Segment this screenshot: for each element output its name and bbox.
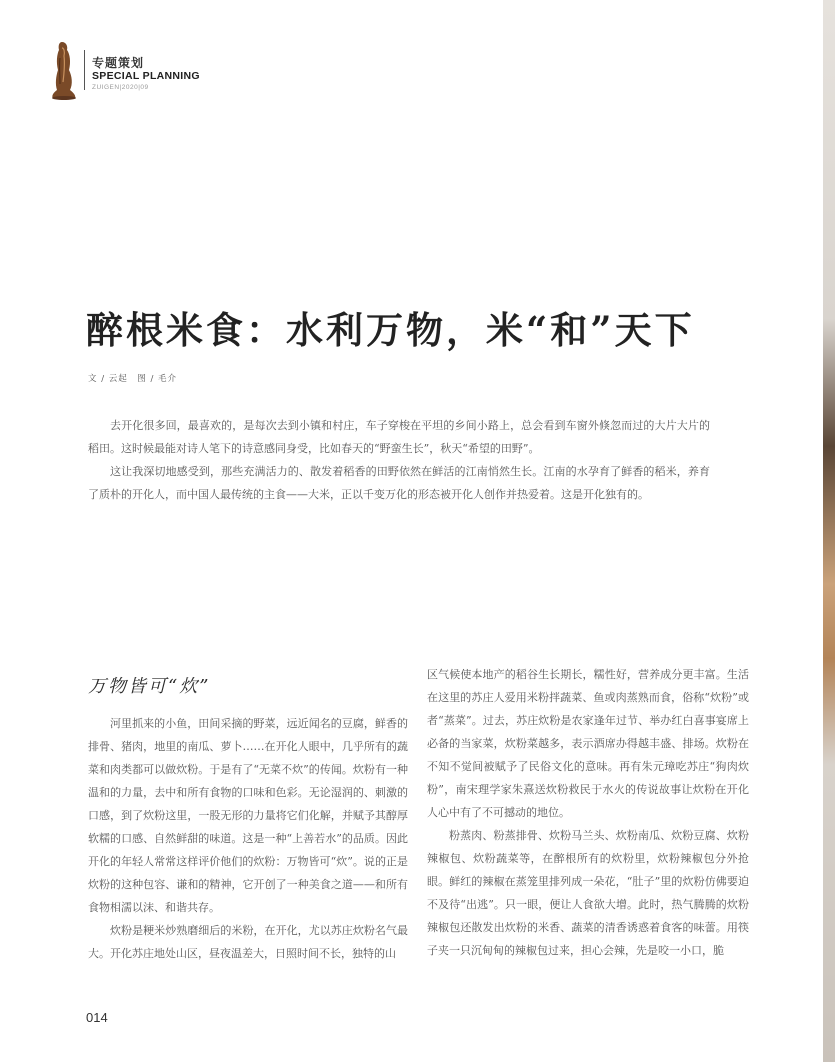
body-paragraph: 炊粉是粳米炒熟磨细后的米粉，在开化，尤以苏庄炊粉名气最大。开化苏庄地处山区，昼夜温差大，日照时间不长，独特的山	[88, 924, 408, 960]
body-paragraph: 河里抓来的小鱼，田间采摘的野菜，远近闻名的豆腐，鲜香的排骨、猪肉，地里的南瓜、萝卜……在开化人眼中，几乎所有的蔬菜和肉类都可以做炊粉。于是有了“无菜不炊”的传闻。炊粉有一种温和的力量，去中和所有食物的口味和色彩。无论湿润的、刺激的口感，到了炊粉这里，一股无形的力量将它们化解，并赋予其醇厚软糯的口感、自然鲜甜的味道。这是一种“上善若水”的品质。因此开化的年轻人常常这样评价他们的炊粉：万物皆可“炊”。说的正是炊粉的这种包容、谦和的精神，它开创了一种美食之道——和所有食物相濡以沫、和谐共存。	[88, 717, 408, 914]
intro-paragraph: 去开化很多回，最喜欢的，是每次去到小镇和村庄，车子穿梭在平坦的乡间小路上，总会看到车窗外倏忽而过的大片大片的稻田。这时候最能对诗人笔下的诗意感同身受，比如春天的“野蛮生长”，秋天“希望的田野”。	[88, 419, 710, 455]
issue-code: ZUIGEN|2020|09	[92, 84, 149, 91]
intro-paragraph: 这让我深切地感受到，那些充满活力的、散发着稻香的田野依然在鲜活的江南悄然生长。江南的水孕育了鲜香的稻米，养育了质朴的开化人，而中国人最传统的主食——大米，正以千变万化的形态被开化人创作并热爱着。这是开化独有的。	[88, 465, 710, 501]
header-divider	[84, 50, 85, 90]
article-byline: 文 / 云起 图 / 毛介	[88, 374, 178, 384]
body-paragraph: 区气候使本地产的稻谷生长期长，糯性好，营养成分更丰富。生活在这里的苏庄人爱用米粉拌蔬菜、鱼或肉蒸熟而食，俗称“炊粉”或者“蒸菜”。过去，苏庄炊粉是农家逢年过节、举办红白喜事宴席上必备的当家菜，炊粉菜越多，表示酒席办得越丰盛、排场。炊粉在不知不觉间被赋予了民俗文化的意味。再有朱元璋吃苏庄“狗肉炊粉”，南宋理学家朱熹送炊粉救民于水火的传说故事让炊粉在开化人心中有了不可撼动的地位。	[427, 668, 749, 819]
section-heading: 万物皆可“炊”	[88, 676, 211, 697]
body-paragraph: 粉蒸肉、粉蒸排骨、炊粉马兰头、炊粉南瓜、炊粉豆腐、炊粉辣椒包、炊粉蔬菜等，在醉根所有的炊粉里，炊粉辣椒包分外抢眼。鲜红的辣椒在蒸笼里排列成一朵花，“肚子”里的炊粉仿佛要迫不及待“出逃”。只一眼，便让人食欲大增。此时，热气腾腾的炊粉辣椒包还散发出炊粉的米香、蔬菜的清香诱惑着食客的味蕾。用筷子夹一只沉甸甸的辣椒包过来，担心会辣，先是咬一小口，脆	[427, 829, 749, 957]
column-title-english: SPECIAL PLANNING	[92, 70, 200, 82]
page-number: 014	[86, 1010, 108, 1025]
intro-section	[88, 414, 710, 506]
photo-edge-strip	[823, 0, 835, 1062]
root-sculpture-logo-icon	[48, 40, 78, 100]
right-text-column	[427, 663, 749, 962]
column-title-chinese: 专题策划	[92, 56, 145, 70]
article-title: 醉根米食：水利万物，米“和”天下	[86, 308, 695, 352]
left-text-column	[88, 712, 408, 965]
